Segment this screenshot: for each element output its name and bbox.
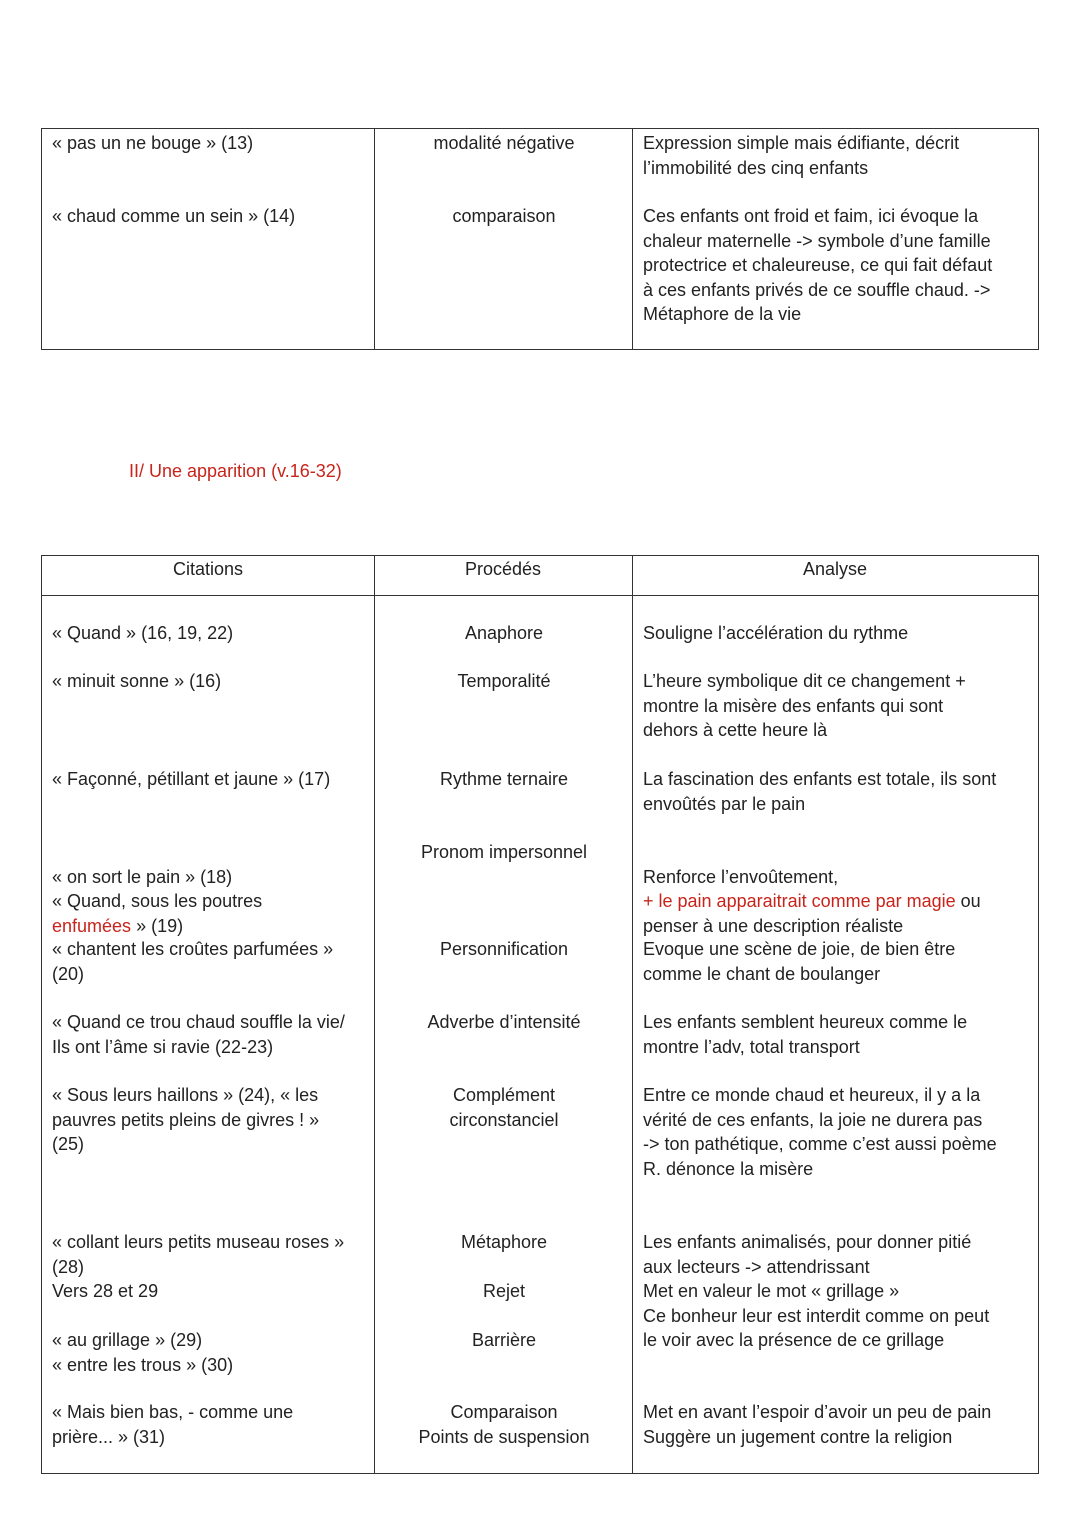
analyse-cell: Evoque une scène de joie, de bien être comme le chant de boulanger — [643, 939, 956, 984]
citation-cell: « Mais bien bas, - comme une prière... » (31) — [52, 1402, 294, 1447]
citation-cell — [52, 840, 367, 938]
citation-text: » (19) — [131, 915, 184, 936]
procede-cell: comparaison — [452, 206, 556, 226]
citation-cell: « collant leurs petits museau roses » (28) Vers 28 et 29 « au grillage » (29) « entre les trous » (30) — [52, 1232, 345, 1375]
procede-cell: Métaphore Rejet Barrière — [460, 1232, 548, 1350]
procede-cell: Anaphore — [464, 623, 544, 643]
procede-cell: Comparaison Points de suspension — [418, 1402, 590, 1447]
procede-cell: Personnification — [439, 939, 569, 959]
analyse-text: Renforce l’envoûtement, — [643, 866, 839, 887]
analyse-cell: Met en avant l’espoir d’avoir un peu de pain Suggère un jugement contre la religion — [643, 1402, 992, 1447]
header-citations: Citations — [172, 559, 244, 579]
citation-cell: « Quand » (16, 19, 22) — [52, 623, 234, 643]
analyse-cell — [643, 840, 1033, 938]
analysis-table-continued — [41, 128, 1039, 350]
analyse-cell: Entre ce monde chaud et heureux, il y a la vérité de ces enfants, la joie ne durera pas -> ton pathétique, comme c’est aussi poème R. dénonce la misère — [643, 1085, 997, 1179]
header-procedes: Procédés — [464, 559, 542, 579]
citation-text: « on sort le pain » (18) « Quand, sous les poutres — [52, 866, 263, 911]
analyse-cell: Les enfants semblent heureux comme le montre l’adv, total transport — [643, 1012, 968, 1057]
analyse-cell: Expression simple mais édifiante, décrit l’immobilité des cinq enfants — [643, 133, 960, 178]
analyse-cell: Souligne l’accélération du rythme — [643, 623, 909, 643]
citation-cell: « pas un ne bouge » (13) — [52, 133, 254, 153]
analysis-table — [41, 555, 1039, 1474]
analyse-cell: Les enfants animalisés, pour donner pitié aux lecteurs -> attendrissant Met en valeur le mot « grillage » Ce bonheur leur est interdit comme on peut le voir avec la présence de ce grillage — [643, 1232, 990, 1350]
citation-cell: « chantent les croûtes parfumées » (20) — [52, 939, 334, 984]
analyse-cell: La fascination des enfants est totale, ils sont envoûtés par le pain — [643, 769, 997, 814]
citation-cell: « Quand ce trou chaud souffle la vie/ Ils ont l’âme si ravie (22-23) — [52, 1012, 345, 1057]
procede-cell: Pronom impersonnel — [420, 842, 588, 862]
procede-cell: modalité négative — [433, 133, 575, 153]
citation-cell: « chaud comme un sein » (14) — [52, 206, 296, 226]
column-divider — [374, 129, 375, 349]
analyse-text: ou penser à une description réaliste — [643, 891, 981, 936]
highlighted-phrase: + le pain apparaitrait comme par magie — [643, 891, 956, 911]
citation-cell: « minuit sonne » (16) — [52, 671, 222, 691]
analyse-cell: Ces enfants ont froid et faim, ici évoque la chaleur maternelle -> symbole d’une famille protectrice et chaleureuse, ce qui fait défaut à ces enfants privés de ce souffle chaud. -> Métaphore de la vie — [643, 206, 993, 324]
header-analyse: Analyse — [802, 559, 868, 579]
column-divider — [632, 129, 633, 349]
analyse-cell: L’heure symbolique dit ce changement + montre la misère des enfants qui sont dehors à cette heure là — [643, 671, 966, 740]
procede-cell: Complément circonstanciel — [449, 1085, 559, 1130]
highlighted-word: enfumées — [52, 915, 132, 936]
section-title: II/ Une apparition (v.16-32) — [129, 461, 342, 481]
header-divider — [42, 595, 1038, 596]
citation-cell: « Sous leurs haillons » (24), « les pauvres petits pleins de givres ! » (25) — [52, 1085, 320, 1154]
procede-cell: Temporalité — [457, 671, 551, 691]
citation-cell: « Façonné, pétillant et jaune » (17) — [52, 769, 331, 789]
procede-cell: Adverbe d’intensité — [427, 1012, 581, 1032]
procede-cell: Rythme ternaire — [439, 769, 569, 789]
